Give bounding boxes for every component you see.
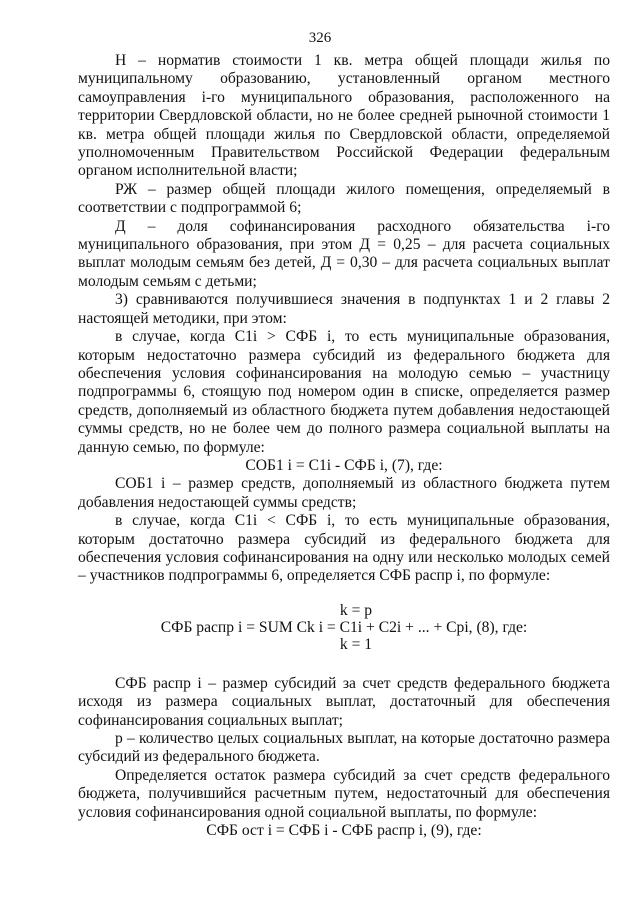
paragraph-n-definition: Н – норматив стоимости 1 кв. метра общей площади жилья по муниципальному образованию, установленный органом местного самоуправления i-го муниципального образования, расположенного на территории Свердловской области, но не более средней рыночной стоимости 1 кв. метра общей площади жилья по Свердловской области, определяемой уполномоченным Правительством Российской Федерации федеральным органом исполнительной власти; <box>78 52 610 180</box>
paragraph-d-definition: Д – доля софинансирования расходного обязательства i-го муниципального образования, при этом Д = 0,25 – для расчета социальных выплат молодым семьям без детей, Д = 0,30 – для расчета социальных выплат молодым семьям с детьми; <box>78 217 610 290</box>
formula-7: СОБ1 i = С1i - СФБ i, (7), где: <box>245 456 443 474</box>
paragraph-sob1-definition: СОБ1 i – размер средств, дополняемый из областного бюджета путем добавления недостающей суммы средств; <box>78 475 610 511</box>
paragraph-sfb-raspr-definition: СФБ распр i – размер субсидий за счет средств федерального бюджета исходя из размера социальных выплат, достаточный для обеспечения софинансирования социальных выплат; <box>78 674 610 729</box>
document-body <box>78 52 610 840</box>
paragraph-step-3: 3) сравниваются получившиеся значения в подпунктах 1 и 2 главы 2 настоящей методики, при этом: <box>78 291 610 327</box>
formula-8-lower-limit: k = 1 <box>339 635 373 653</box>
formula-8 <box>78 602 610 653</box>
formula-9: СФБ ост i = СФБ i - СФБ распр i, (9), где: <box>206 822 482 840</box>
page-number: 326 <box>308 30 332 46</box>
paragraph-case-less: в случае, когда С1i < СФБ i, то есть муниципальные образования, которым достаточно размера субсидий из федерального бюджета для обеспечения условия софинансирования на одну или несколько молодых семей – участников подпрограммы 6, определяется СФБ распр i, по формуле: <box>78 512 610 585</box>
paragraph-remainder: Определяется остаток размера субсидий за счет средств федерального бюджета, получившийся расчетным путем, недостаточный для обеспечения условия софинансирования одной социальной выплаты, по формуле: <box>78 766 610 821</box>
formula-8-main: СФБ распр i = SUM Ck i = C1i + C2i + ... + Cpi, (8), где: <box>160 618 528 636</box>
paragraph-rzh-definition: РЖ – размер общей площади жилого помещения, определяемый в соответствии с подпрограммой 6; <box>78 180 610 217</box>
paragraph-p-definition: p – количество целых социальных выплат, на которые достаточно размера субсидий из федерального бюджета. <box>78 730 610 766</box>
paragraph-case-greater: в случае, когда С1i > СФБ i, то есть муниципальные образования, которым недостаточно размера субсидий из федерального бюджета для обеспечения условия софинансирования на молодую семью – участницу подпрограммы 6, стоящую под номером один в списке, определяется размер средств, дополняемый из областного бюджета путем добавления недостающей суммы средств, но не более чем до полного размера социальной выплаты на данную семью, по формуле: <box>78 328 610 456</box>
formula-8-upper-limit: k = p <box>339 601 373 619</box>
